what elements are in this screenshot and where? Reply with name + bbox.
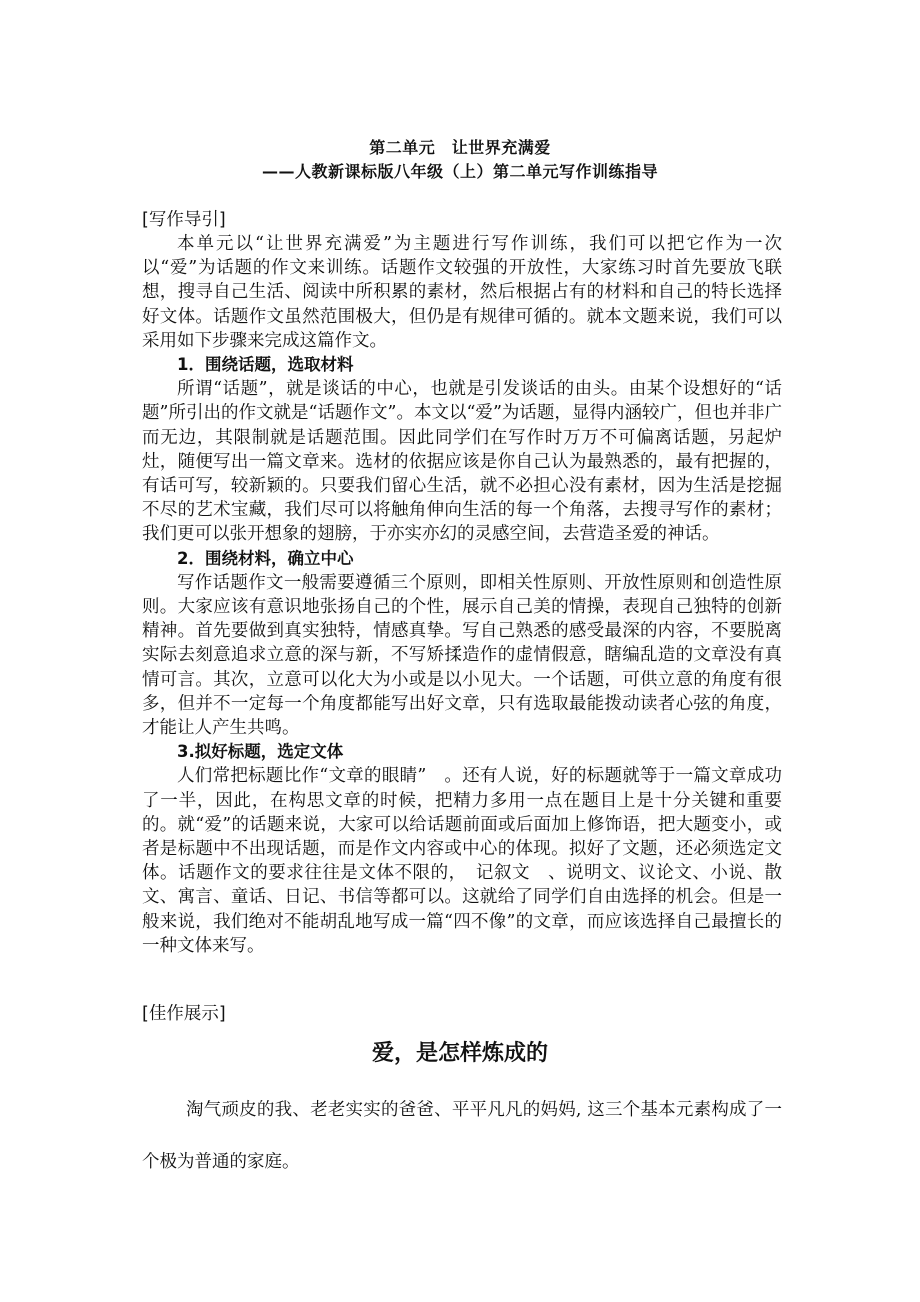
writing-guide-body — [142, 232, 782, 958]
section-paragraph-3: 人们常把标题比作“文章的眼睛” 。还有人说，好的标题就等于一篇文章成功了一半，因此，在构思文章的时候，把精力多用一点在题目上是十分关键和重要的。就“爱”的话题来说，大家可以给话题前面或后面加上修饰语，把大题变小，或者是标题中不出现话题，而是作文内容或中心的体现。拟好了文题，还必须选定文体。话题作文的要求往往是文体不限的， 记叙文 、说明文、议论文、小说、散文、寓言、童话、日记、书信等都可以。这就给了同学们自由选择的机会。但是一般来说，我们绝对不能胡乱地写成一篇“四不像”的文章，而应该选择自己最擅长的一种文体来写。 — [142, 766, 782, 956]
unit-title: 第二单元 让世界充满爱 — [369, 138, 551, 157]
section-heading-1: 1．围绕话题，选取材料 — [177, 355, 354, 375]
section-heading-2: 2．围绕材料，确立中心 — [177, 548, 354, 568]
essay-title: 爱，是怎样炼成的 — [371, 1041, 548, 1066]
section-paragraph-2: 写作话题作文一般需要遵循三个原则，即相关性原则、开放性原则和创造性原则。大家应该有意识地张扬自己的个性，展示自己美的情操，表现自己独特的创新精神。首先要做到真实独特，情感真挚。写自己熟悉的感受最深的内容，不要脱离实际去刻意追求立意的深与新，不写矫揉造作的虚情假意，瞎编乱造的文章没有真情可言。其次，立意可以化大为小或是以小见大。一个话题，可供立意的角度有很多，但并不一定每一个角度都能写出好文章，只有选取最能拨动读者心弦的角度，才能让人产生共鸣。 — [142, 572, 782, 739]
unit-subtitle: ——人教新课标版八年级（上）第二单元写作训练指导 — [261, 162, 658, 181]
section-paragraph-1: 所谓“话题”，就是谈话的中心，也就是引发谈话的由头。由某个设想好的“话题”所引出的作文就是“话题作文”。本文以“爱”为话题，显得内涵较广，但也并非广而无边，其限制就是话题范围。因此同学们在写作时万万不可偏离话题，另起炉灶，随便写出一篇文章来。选材的依据应该是你自己认为最熟悉的，最有把握的，有话可写，较新颖的。只要我们留心生活，就不必担心没有素材，因为生活是挖掘不尽的艺术宝藏，我们尽可以将触角伸向生活的每一个角落，去搜寻写作的素材；我们更可以张开想象的翅膀，于亦实亦幻的灵感空间，去营造圣爱的神话。 — [142, 379, 782, 545]
guide-intro-paragraph: 本单元以“让世界充满爱”为主题进行写作训练，我们可以把它作为一次以“爱”为话题的作文来训练。话题作文较强的开放性，大家练习时首先要放飞联想，搜寻自己生活、阅读中所积累的素材，然后根据占有的材料和自己的特长选择好文体。话题作文虽然范围极大，但仍是有规律可循的。就本文题来说，我们可以采用如下步骤来完成这篇作文。 — [142, 234, 782, 351]
writing-guide-label: [写作导引] — [142, 210, 226, 230]
section-heading-3: 3.拟好标题，选定文体 — [177, 742, 344, 762]
essay-paragraph: 淘气顽皮的我、老老实实的爸爸、平平凡凡的妈妈, 这三个基本元素构成了一个极为普通的家庭。 — [142, 1100, 782, 1172]
showcase-label: [佳作展示] — [142, 1004, 226, 1024]
